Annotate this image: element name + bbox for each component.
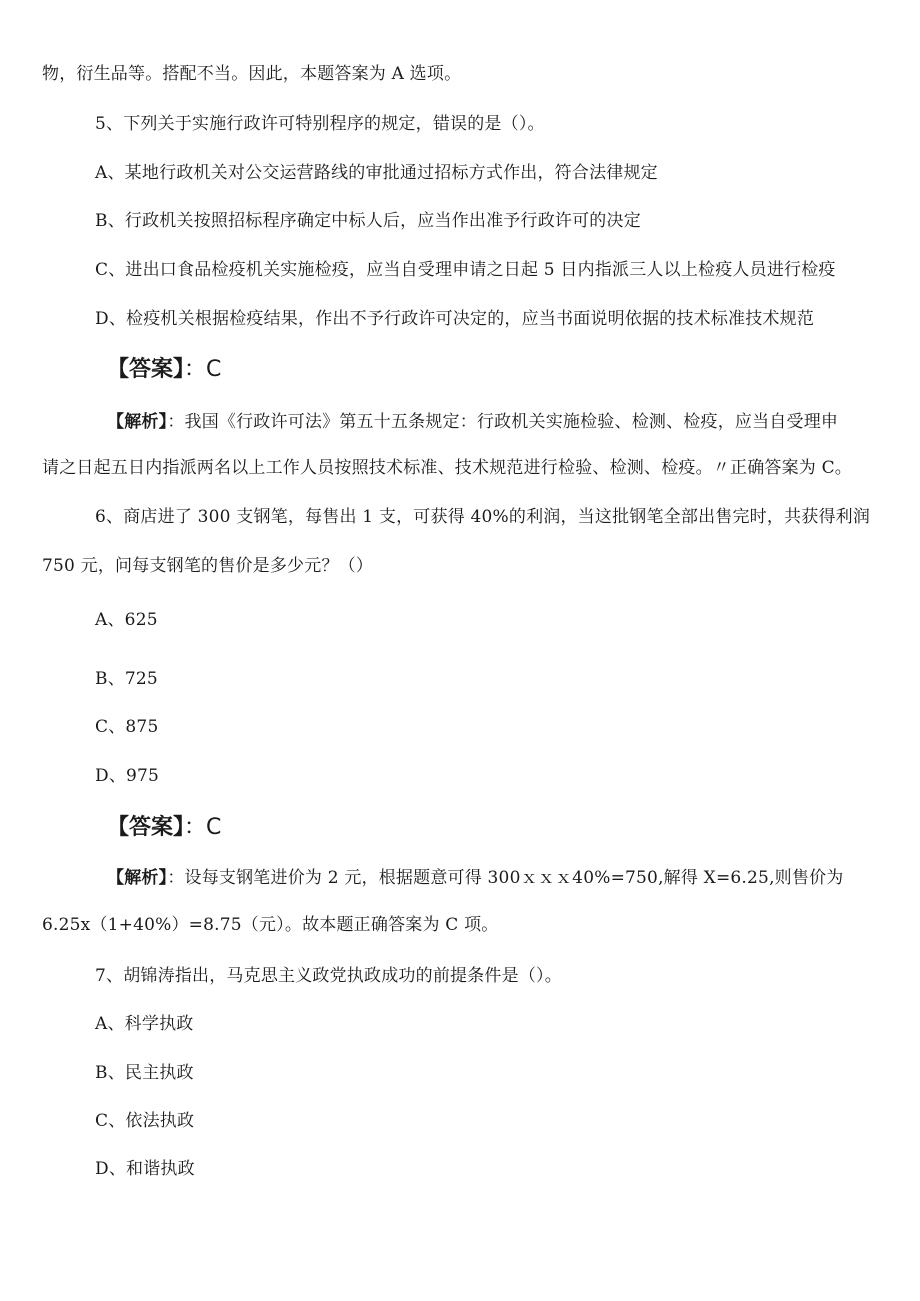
analysis-6-line-1 <box>107 867 843 889</box>
question-5: 5、下列关于实施行政许可特别程序的规定，错误的是（）。 <box>95 114 545 134</box>
option-6b: B、725 <box>95 669 158 689</box>
answer-value: ：C <box>184 357 222 382</box>
option-7d: D、和谐执政 <box>95 1159 195 1179</box>
option-5d: D、检疫机关根据检疫结果，作出不予行政许可决定的，应当书面说明依据的技术标准技术规范 <box>95 309 815 329</box>
option-6d: D、975 <box>95 766 160 786</box>
answer-5 <box>107 356 221 384</box>
option-5b: B、行政机关按照招标程序确定中标人后，应当作出准予行政许可的决定 <box>95 211 641 231</box>
answer-6 <box>107 814 221 842</box>
analysis-label: 【解析】 <box>107 412 168 432</box>
option-7a: A、科学执政 <box>95 1014 194 1034</box>
question-7: 7、胡锦涛指出，马克思主义政党执政成功的前提条件是（）。 <box>95 966 562 986</box>
analysis-6-line-2: 6.25x（1+40%）=8.75（元）。故本题正确答案为 C 项。 <box>42 915 499 935</box>
option-6c: C、875 <box>95 717 159 737</box>
text-line: 物，衍生品等。搭配不当。因此，本题答案为 A 选项。 <box>42 64 462 84</box>
analysis-5-line-1 <box>107 411 838 433</box>
analysis-5-line-2: 请之日起五日内指派两名以上工作人员按照技术标准、技术规范进行检验、检测、检疫。〃正确答案为 C。 <box>42 458 853 478</box>
option-6a: A、625 <box>95 610 158 630</box>
option-5a: A、某地行政机关对公交运营路线的审批通过招标方式作出，符合法律规定 <box>95 163 658 183</box>
option-7c: C、依法执政 <box>95 1111 195 1131</box>
option-7b: B、民主执政 <box>95 1063 194 1083</box>
answer-value: ：C <box>184 815 222 840</box>
question-6-cont: 750 元，问每支钢笔的售价是多少元？（） <box>42 556 374 576</box>
option-5c: C、进出口食品检疫机关实施检疫，应当自受理申请之日起 5 日内指派三人以上检疫人员进行检疫 <box>95 260 836 280</box>
analysis-text: ：我国《行政许可法》第五十五条规定：行政机关实施检验、检测、检疫，应当自受理申 <box>167 412 839 432</box>
analysis-text: ：设每支钢笔进价为 2 元，根据题意可得 300ｘｘｘ40%=750,解得 X=6.25,则售价为 <box>167 868 844 888</box>
analysis-label: 【解析】 <box>107 868 168 888</box>
answer-label: 【答案】 <box>107 357 185 382</box>
answer-label: 【答案】 <box>107 815 185 840</box>
question-6: 6、商店进了 300 支钢笔，每售出 1 支，可获得 40%的利润，当这批钢笔全部出售完时，共获得利润 <box>95 507 871 527</box>
